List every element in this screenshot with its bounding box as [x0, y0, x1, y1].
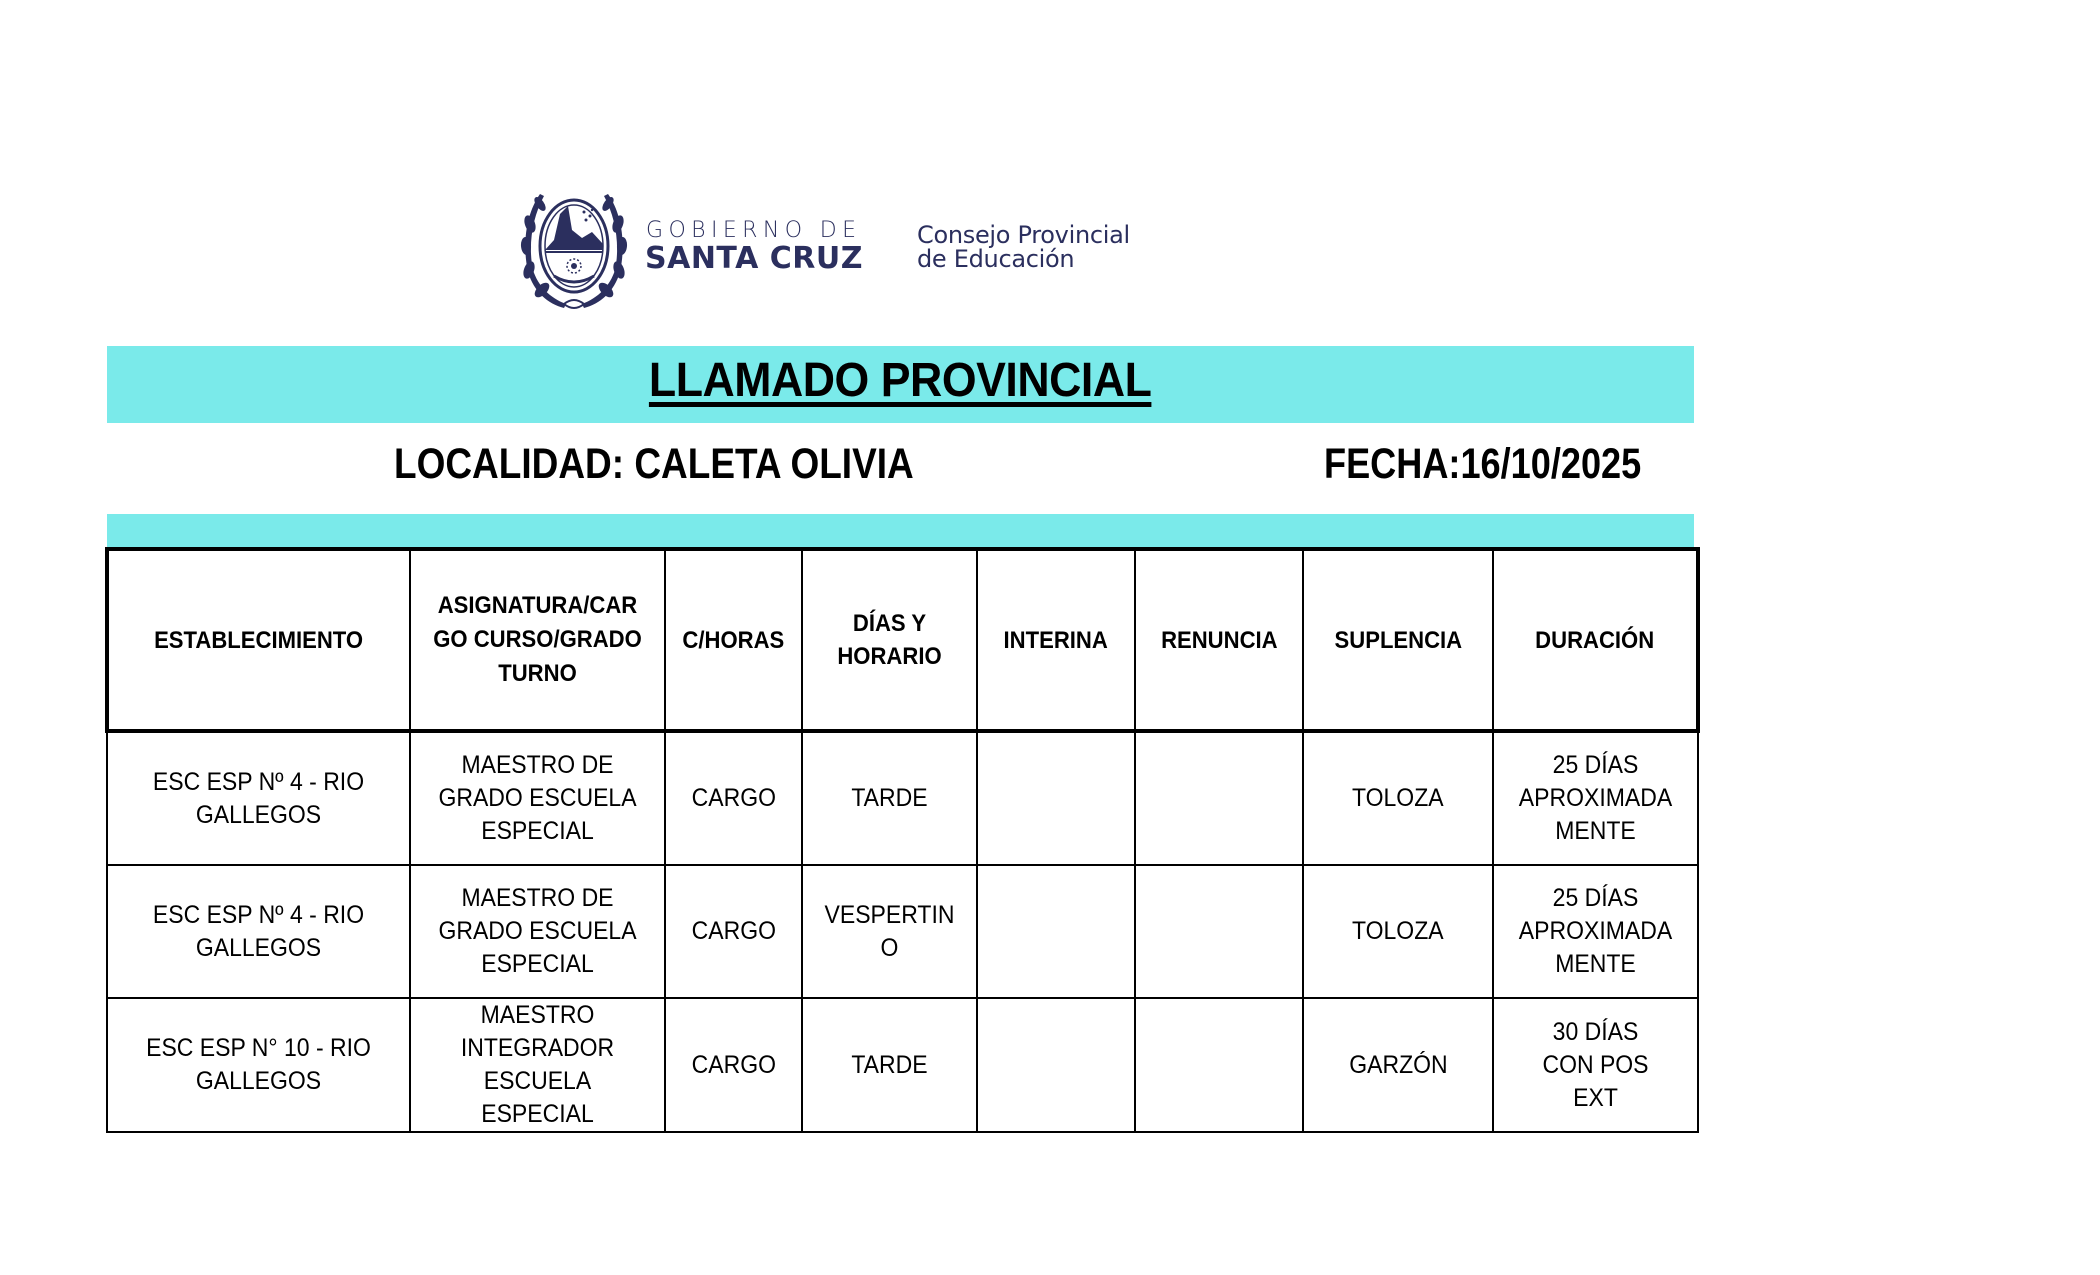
cell-dias-horario: TARDE: [802, 731, 977, 865]
fecha-label: FECHA:16/10/2025: [1324, 440, 1642, 488]
cell-duracion: 25 DÍAS APROXIMADA MENTE: [1493, 731, 1698, 865]
cell-interina: [977, 731, 1135, 865]
cell-c-horas: CARGO: [665, 865, 802, 998]
cell-establecimiento: ESC ESP Nº 4 - RIO GALLEGOS: [107, 865, 410, 998]
table-top-band: [107, 514, 1694, 547]
council-name-line2: de Educación: [917, 245, 1075, 273]
government-name-line2: SANTA CRUZ: [645, 241, 863, 276]
cell-suplencia: TOLOZA: [1303, 865, 1493, 998]
cell-dias-horario: TARDE: [802, 998, 977, 1132]
column-header-renuncia: RENUNCIA: [1135, 549, 1303, 731]
table-row: [107, 731, 1698, 865]
localidad-label: LOCALIDAD: CALETA OLIVIA: [394, 440, 914, 488]
cell-asignatura: MAESTRO DE GRADO ESCUELA ESPECIAL: [410, 865, 665, 998]
cell-c-horas: CARGO: [665, 998, 802, 1132]
cell-establecimiento: ESC ESP Nº 4 - RIO GALLEGOS: [107, 731, 410, 865]
cell-asignatura: MAESTRO INTEGRADOR ESCUELA ESPECIAL: [410, 998, 665, 1132]
page-title: LLAMADO PROVINCIAL: [649, 354, 1152, 407]
cell-interina: [977, 998, 1135, 1132]
cell-dias-horario: VESPERTIN O: [802, 865, 977, 998]
cell-duracion: 30 DÍAS CON POS EXT: [1493, 998, 1698, 1132]
table-row: [107, 865, 1698, 998]
cell-c-horas: CARGO: [665, 731, 802, 865]
cell-establecimiento: ESC ESP N° 10 - RIO GALLEGOS: [107, 998, 410, 1132]
cell-renuncia: [1135, 865, 1303, 998]
cell-duracion: 25 DÍAS APROXIMADA MENTE: [1493, 865, 1698, 998]
column-header-interina: INTERINA: [977, 549, 1135, 731]
column-header-establecimiento: ESTABLECIMIENTO: [107, 549, 410, 731]
government-name-line1: GOBIERNO DE: [646, 218, 862, 243]
vacancies-table: [105, 547, 1700, 1133]
column-header-asignatura: ASIGNATURA/CAR GO CURSO/GRADO TURNO: [410, 549, 665, 731]
column-header-c-horas: C/HORAS: [665, 549, 802, 731]
cell-asignatura: MAESTRO DE GRADO ESCUELA ESPECIAL: [410, 731, 665, 865]
santa-cruz-coat-of-arms-icon: [520, 184, 628, 316]
table-row: [107, 998, 1698, 1132]
page-title-container: [107, 353, 1694, 408]
cell-interina: [977, 865, 1135, 998]
table-header-row: [107, 549, 1698, 731]
cell-suplencia: TOLOZA: [1303, 731, 1493, 865]
column-header-suplencia: SUPLENCIA: [1303, 549, 1493, 731]
column-header-duracion: DURACIÓN: [1493, 549, 1698, 731]
council-name-line1: Consejo Provincial: [917, 221, 1130, 249]
column-header-dias-horario: DÍAS Y HORARIO: [802, 549, 977, 731]
cell-suplencia: GARZÓN: [1303, 998, 1493, 1132]
cell-renuncia: [1135, 731, 1303, 865]
cell-renuncia: [1135, 998, 1303, 1132]
